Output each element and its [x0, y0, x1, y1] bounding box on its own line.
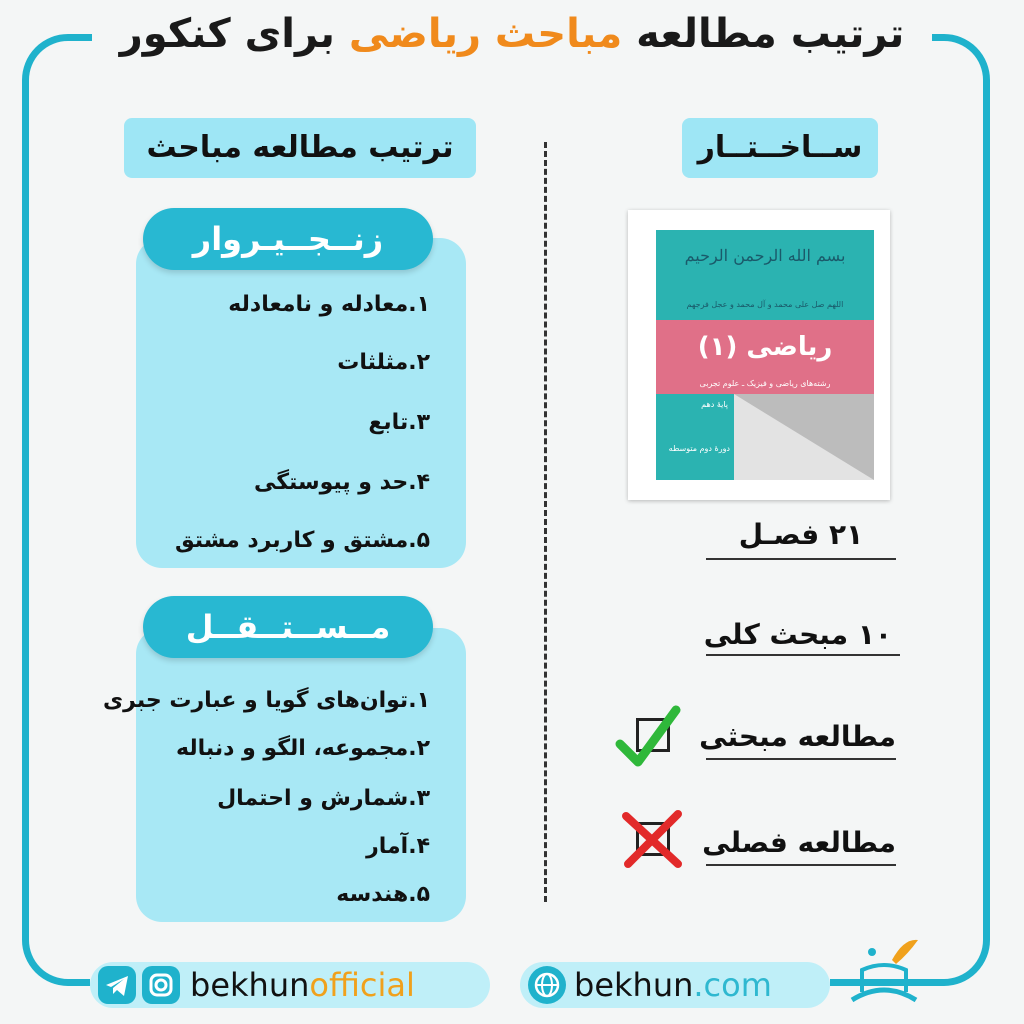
book-basmala: بسم الله الرحمن الرحیم [684, 246, 846, 265]
website-accent: .com [693, 966, 772, 1004]
book-gray-panel [734, 394, 874, 480]
group-chained-label: زنــجــیـروار [143, 208, 433, 270]
title-part2: برای کنکور [119, 11, 335, 57]
book-grade-panel [656, 394, 734, 480]
list-item: ۳.تابع [368, 410, 430, 435]
study-by-topic-label: مطالعه مبحثی [699, 720, 896, 753]
globe-icon[interactable] [528, 966, 566, 1004]
book-cover [628, 210, 890, 500]
instagram-handle-main: bekhun [190, 966, 310, 1004]
instagram-icon[interactable] [142, 966, 180, 1004]
group-independent-panel [136, 628, 466, 922]
instagram-handle-accent: official [309, 966, 415, 1004]
list-item: ۱.توان‌های گویا و عبارت جبری [103, 688, 430, 713]
chapter-count: ۲۱ فصـل [738, 518, 864, 551]
telegram-icon[interactable] [98, 966, 136, 1004]
underline [706, 864, 896, 866]
topic-count: ۱۰ مبحث کلی [703, 618, 892, 651]
list-item: ۵.مشتق و کاربرد مشتق [174, 528, 430, 553]
list-item: ۳.شمارش و احتمال [217, 786, 430, 811]
check-icon [612, 702, 684, 772]
list-item: ۱.معادله و نامعادله [228, 292, 430, 317]
page-title [92, 8, 932, 60]
website-url[interactable] [574, 962, 772, 1008]
page-curl-icon [734, 394, 874, 480]
book-subtitle: رشته‌های ریاضی و فیزیک ـ علوم تجربی [656, 374, 874, 394]
list-item: ۲.مجموعه، الگو و دنباله [176, 736, 430, 761]
group-independent-label: مــســتــقــل [143, 596, 433, 658]
underline [706, 558, 896, 560]
study-by-chapter-label: مطالعه فصلی [702, 826, 896, 859]
column-divider [544, 142, 547, 902]
underline [706, 758, 896, 760]
underline [706, 654, 900, 656]
website-main: bekhun [574, 966, 694, 1004]
list-item: ۵.هندسه [336, 882, 430, 907]
left-column-title: ترتیب مطالعه مباحث [124, 118, 476, 178]
group-chained-panel [136, 238, 466, 568]
brand-logo [842, 930, 926, 1014]
list-item: ۴.آمار [366, 834, 430, 859]
book-dua: اللهم صل علی محمد و آل محمد و عجل فرجهم [686, 300, 844, 309]
instagram-handle[interactable] [190, 962, 415, 1008]
cross-icon [616, 806, 688, 872]
right-column-title: ســاخــتــار [682, 118, 878, 178]
book-grade: پایهٔ دهم [701, 400, 728, 409]
list-item: ۴.حد و پیوستگی [253, 470, 430, 495]
list-item: ۲.مثلثات [337, 350, 430, 375]
title-part1: ترتیب مطالعه [636, 11, 905, 57]
book-top-panel [656, 230, 874, 326]
title-accent: مباحث ریاضی [348, 11, 623, 57]
book-level: دورهٔ دوم متوسطه [668, 444, 730, 453]
book-title: ریاضی (۱) [656, 320, 874, 374]
